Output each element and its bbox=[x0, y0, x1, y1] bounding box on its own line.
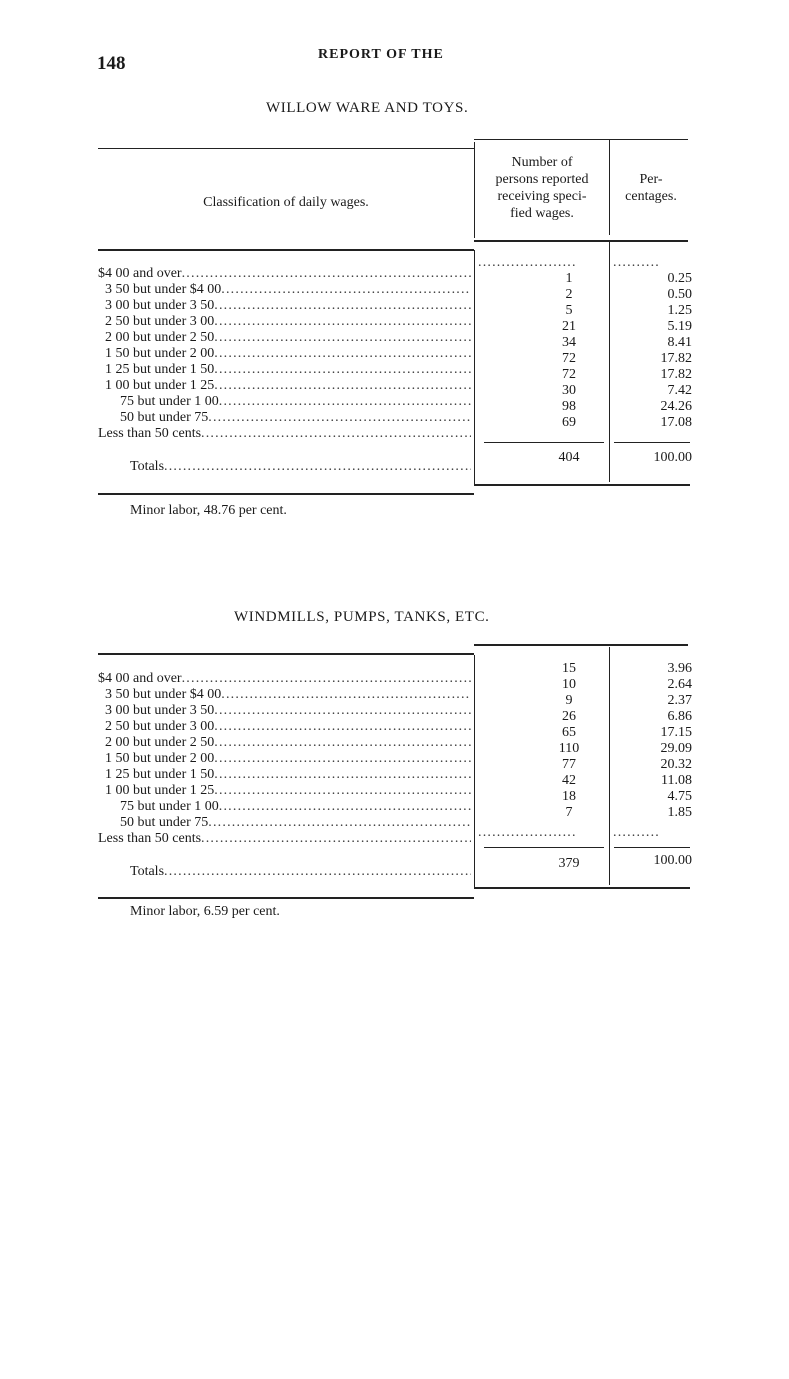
percent-cell: 0.25 bbox=[667, 271, 692, 286]
percent-cell: 6.86 bbox=[667, 709, 692, 724]
table-row: 2 00 but under 2 50 ..... bbox=[98, 735, 471, 751]
percent-cell: 7.42 bbox=[667, 383, 692, 398]
persons-cell: 2 bbox=[565, 287, 573, 302]
table1-total-persons: 404 bbox=[558, 450, 580, 465]
persons-cell: 5 bbox=[565, 303, 573, 318]
table1-header-rule-right bbox=[474, 240, 688, 242]
table1-header-classification: Classification of daily wages. bbox=[203, 195, 369, 210]
table1-sum-rule-persons bbox=[484, 442, 604, 443]
table-row: 75 but under 1 00 ..... bbox=[98, 394, 471, 410]
percent-cell: 20.32 bbox=[660, 757, 692, 772]
table-row: 2 00 but under 2 50 ..... bbox=[98, 330, 471, 346]
page-number: 148 bbox=[97, 53, 126, 74]
table1-persons-leader: ..................... bbox=[478, 255, 577, 270]
table-row: 50 but under 75 ..... bbox=[98, 815, 471, 831]
persons-cell: 34 bbox=[562, 335, 576, 350]
table2-note: Minor labor, 6.59 per cent. bbox=[130, 904, 280, 919]
table2-title: WINDMILLS, PUMPS, TANKS, ETC. bbox=[234, 609, 490, 625]
persons-cell: 72 bbox=[562, 367, 576, 382]
table1-bottom-rule-left bbox=[98, 493, 474, 495]
persons-cell: 7 bbox=[565, 805, 573, 820]
table-row: 75 but under 1 00 ..... bbox=[98, 799, 471, 815]
table-row: Less than 50 cents ..... bbox=[98, 426, 471, 442]
table-row: 1 50 but under 2 00 ..... bbox=[98, 751, 471, 767]
percent-cell: 17.82 bbox=[660, 367, 692, 382]
persons-cell: 69 bbox=[562, 415, 576, 430]
table2-total-percent: 100.00 bbox=[653, 853, 692, 868]
persons-cell: 42 bbox=[562, 773, 576, 788]
table-row: 2 50 but under 3 00 ..... bbox=[98, 314, 471, 330]
table-row: 2 50 but under 3 00 ..... bbox=[98, 719, 471, 735]
persons-cell: 110 bbox=[558, 741, 580, 756]
table-row: 1 50 but under 2 00 ..... bbox=[98, 346, 471, 362]
table2-bottom-rule-right bbox=[474, 887, 690, 889]
percent-cell: 3.96 bbox=[667, 661, 692, 676]
persons-cell: 21 bbox=[562, 319, 576, 334]
running-head: REPORT OF THE bbox=[318, 47, 444, 62]
table-row: $4 00 and over ..... bbox=[98, 266, 471, 282]
percent-cell: 17.08 bbox=[660, 415, 692, 430]
percent-cell: 0.50 bbox=[667, 287, 692, 302]
persons-cell: 18 bbox=[562, 789, 576, 804]
table2-bottom-rule-left bbox=[98, 897, 474, 899]
persons-cell: 9 bbox=[565, 693, 573, 708]
percent-cell: 5.19 bbox=[667, 319, 692, 334]
percent-cell: 2.64 bbox=[667, 677, 692, 692]
table-row: 3 50 but under $4 00 ..... bbox=[98, 282, 471, 298]
table2-sum-rule-percent bbox=[614, 847, 690, 848]
percent-cell: 1.85 bbox=[667, 805, 692, 820]
persons-cell: 15 bbox=[562, 661, 576, 676]
persons-cell: 72 bbox=[562, 351, 576, 366]
percent-cell: 8.41 bbox=[667, 335, 692, 350]
table1-header-persons: Number of persons reported receiving speci- fied wages. bbox=[495, 155, 589, 221]
persons-cell: 10 bbox=[562, 677, 576, 692]
table2-body-divider-1 bbox=[474, 655, 475, 887]
persons-cell: 98 bbox=[562, 399, 576, 414]
table-row: 50 but under 75 ..... bbox=[98, 410, 471, 426]
table1-bottom-rule-right bbox=[474, 484, 690, 486]
table2-percent-column bbox=[612, 661, 692, 821]
percent-cell: 4.75 bbox=[667, 789, 692, 804]
table-row: 3 50 but under $4 00 ..... bbox=[98, 687, 471, 703]
table1-note: Minor labor, 48.76 per cent. bbox=[130, 503, 287, 518]
table2-top-rule-left bbox=[98, 653, 474, 655]
table-row: 1 25 but under 1 50 ..... bbox=[98, 767, 471, 783]
table1-totals-row: Totals ..... bbox=[130, 459, 471, 475]
table1-header-rule-left bbox=[98, 249, 474, 251]
table2-totals-row: Totals ..... bbox=[130, 864, 471, 880]
percent-cell: 17.82 bbox=[660, 351, 692, 366]
table1-header-percent: Per- centages. bbox=[625, 172, 677, 204]
table2-percent-leader: .......... bbox=[613, 825, 660, 840]
table-row: 1 00 but under 1 25 ..... bbox=[98, 378, 471, 394]
table1-percent-column bbox=[612, 271, 692, 431]
table-row: 3 00 but under 3 50 ..... bbox=[98, 298, 471, 314]
percent-cell: 2.37 bbox=[667, 693, 692, 708]
persons-cell: 1 bbox=[565, 271, 573, 286]
table2-sum-rule-persons bbox=[484, 847, 604, 848]
table1-wage-classes bbox=[98, 266, 471, 442]
table1-title: WILLOW WARE AND TOYS. bbox=[266, 100, 469, 116]
persons-cell: 77 bbox=[562, 757, 576, 772]
percent-cell: 24.26 bbox=[660, 399, 692, 414]
table1-sum-rule-percent bbox=[614, 442, 690, 443]
percent-cell: 11.08 bbox=[661, 773, 692, 788]
percent-cell: 29.09 bbox=[660, 741, 692, 756]
table1-total-percent: 100.00 bbox=[653, 450, 692, 465]
table1-top-rule-right bbox=[474, 139, 688, 140]
table1-top-rule-left bbox=[98, 148, 474, 149]
table1-body-divider-1 bbox=[474, 250, 475, 484]
table-row: 3 00 but under 3 50 ..... bbox=[98, 703, 471, 719]
persons-cell: 65 bbox=[562, 725, 576, 740]
percent-cell: 1.25 bbox=[667, 303, 692, 318]
percent-cell: 17.15 bbox=[660, 725, 692, 740]
table-row: 1 25 but under 1 50 ..... bbox=[98, 362, 471, 378]
table-row: $4 00 and over ..... bbox=[98, 671, 471, 687]
table2-top-rule-right bbox=[474, 644, 688, 646]
table-row: 1 00 but under 1 25 ..... bbox=[98, 783, 471, 799]
table-row: Less than 50 cents ..... bbox=[98, 831, 471, 847]
persons-cell: 30 bbox=[562, 383, 576, 398]
table1-percent-leader: .......... bbox=[613, 255, 660, 270]
table2-persons-leader: ..................... bbox=[478, 825, 577, 840]
persons-cell: 26 bbox=[562, 709, 576, 724]
table2-wage-classes bbox=[98, 671, 471, 847]
table2-total-persons: 379 bbox=[558, 856, 580, 871]
